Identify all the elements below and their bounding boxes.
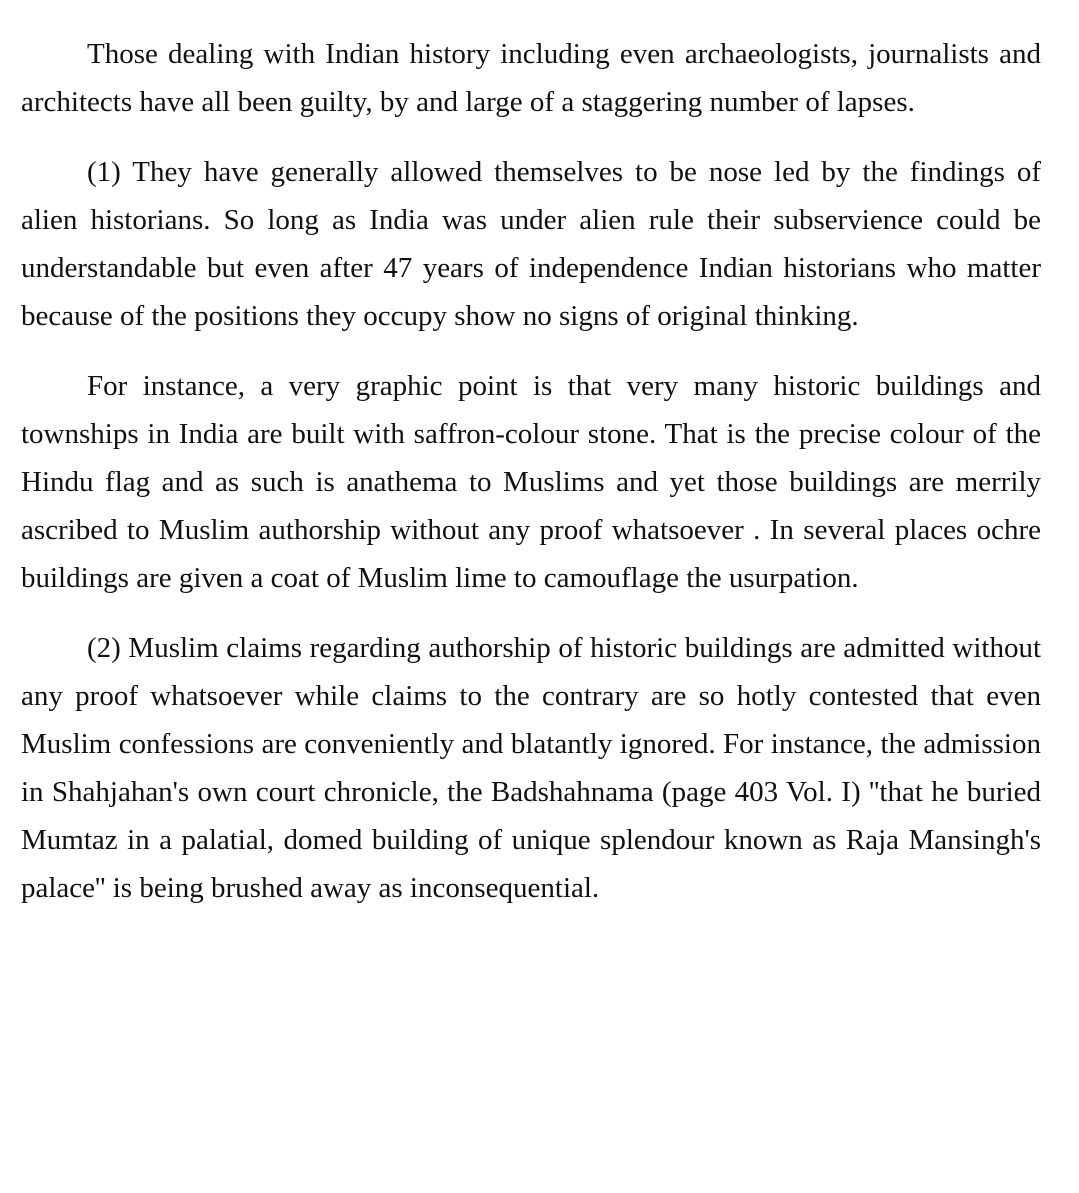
paragraph-point-2: (2) Muslim claims regarding authorship of historic buildings are admitted without any proof whatsoever while claims to the contrary are so hotly contested that even Muslim confessions are conveniently and blatantly ignored. For instance, the admission in Shahjahan's own court chronicle, the Badshahnama (page 403 Vol. I) ''that he buried Mumtaz in a palatial, domed building of unique splendour known as Raja Mansingh's palace'' is being brushed away as inconsequential. (21, 632, 1041, 904)
paragraph-intro: Those dealing with Indian history including even archaeologists, journalists and architects have all been guilty, by and large of a staggering number of lapses. (21, 38, 1041, 118)
document-page (21, 30, 1041, 912)
paragraph-point-1: (1) They have generally allowed themselves to be nose led by the findings of alien historians. So long as India was under alien rule their subservience could be understandable but even after 47 years of independence Indian historians who matter because of the positions they occupy show no signs of original thinking. (21, 156, 1041, 332)
paragraph-instance: For instance, a very graphic point is that very many historic buildings and townships in India are built with saffron-colour stone. That is the precise colour of the Hindu flag and as such is anathema to Muslims and yet those buildings are merrily ascribed to Muslim authorship without any proof whatsoever . In several places ochre buildings are given a coat of Muslim lime to camouflage the usurpation. (21, 370, 1041, 594)
